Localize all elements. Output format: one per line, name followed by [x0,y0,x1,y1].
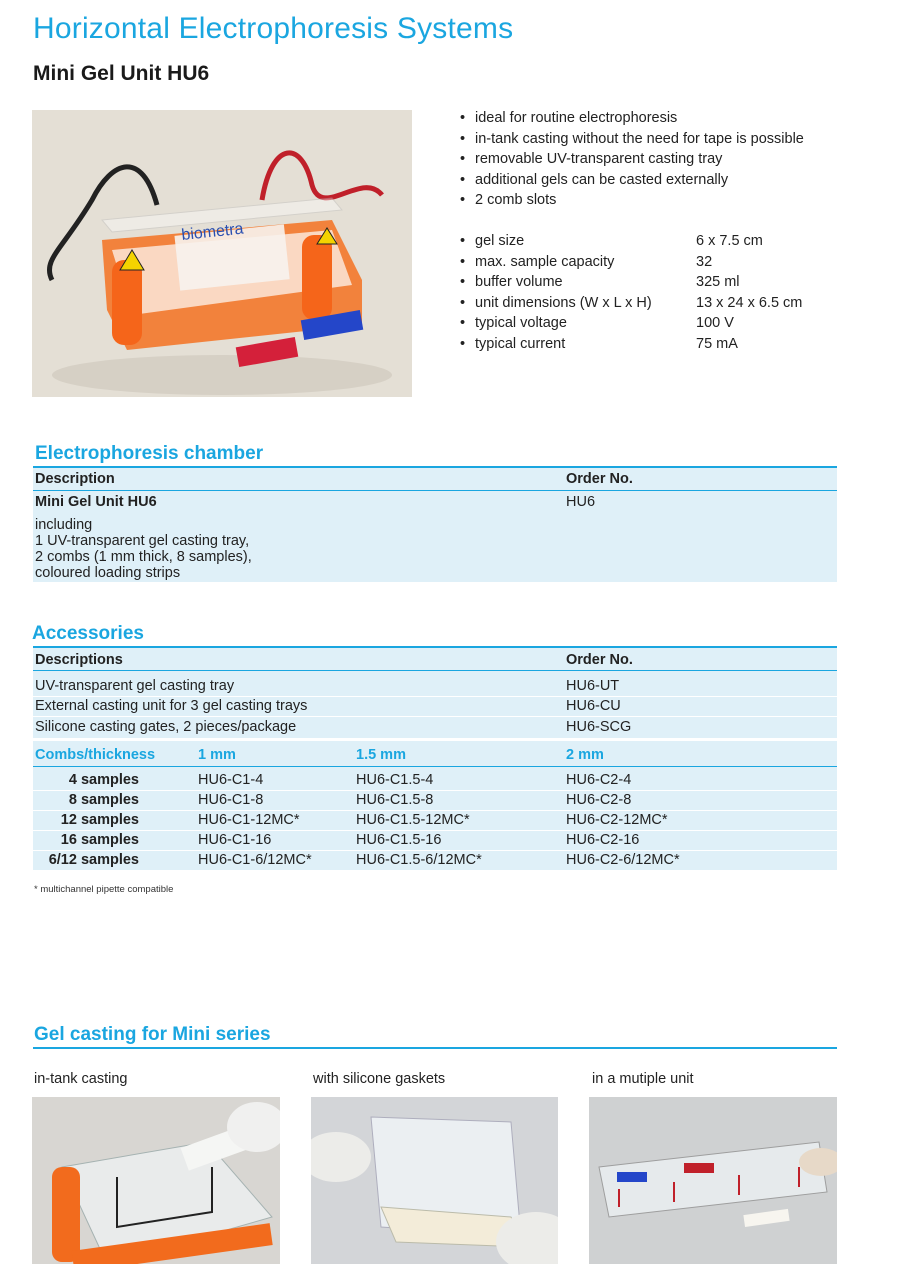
spec-label: buffer volume [475,274,563,290]
spec-label: gel size [475,233,525,249]
comb-order-1-5mm: HU6-C1.5-12MC* [356,812,470,828]
feature-item: • ideal for routine electrophoresis [460,108,880,129]
chamber-includes [35,517,252,581]
accessories-col-description: Descriptions [35,652,123,668]
row-divider [33,716,837,717]
combs-header-rule [33,766,837,767]
accessories-header-rule [33,670,837,671]
spec-value: 325 ml [696,274,740,290]
product-subtitle: Mini Gel Unit HU6 [33,62,210,85]
comb-order-2mm: HU6-C2-12MC* [566,812,668,828]
row-divider [33,810,837,811]
accessory-desc: External casting unit for 3 gel casting trays [35,698,308,714]
feature-item: • in-tank casting without the need for tape is possible [460,129,880,150]
comb-samples: 12 samples [60,812,139,828]
spec-item [460,293,880,314]
casting-section-title: Gel casting for Mini series [34,1024,271,1045]
comb-order-1mm: HU6-C1-8 [198,792,264,808]
accessory-order: HU6-SCG [566,719,632,735]
feature-item: • 2 comb slots [460,190,880,211]
silicone-gaskets-photo [311,1097,558,1264]
chamber-include-line: including [35,517,93,533]
combs-col-thickness: Combs/thickness [35,747,156,763]
feature-item: • additional gels can be casted externally [460,170,880,191]
spec-label: unit dimensions (W x L x H) [475,294,652,311]
spec-item [460,313,880,334]
spec-item [460,252,880,273]
spec-item [460,334,880,355]
comb-order-1mm: HU6-C1-4 [198,772,264,788]
casting-caption: with silicone gaskets [313,1071,446,1087]
comb-samples: 6/12 samples [48,852,139,868]
spec-list [460,231,880,354]
chamber-col-description: Description [35,471,115,487]
casting-caption: in a mutiple unit [592,1071,694,1087]
chamber-col-order: Order No. [566,471,633,487]
comb-order-2mm: HU6-C2-8 [566,792,632,808]
chamber-product-name: Mini Gel Unit HU6 [35,494,157,510]
comb-order-1-5mm: HU6-C1.5-4 [356,772,434,788]
row-divider [33,790,837,791]
casting-caption: in-tank casting [34,1071,128,1087]
comb-order-2mm: HU6-C2-4 [566,772,632,788]
chamber-include-line: 2 combs (1 mm thick, 8 samples), [35,549,252,565]
comb-samples: 16 samples [60,832,139,848]
feature-list [460,108,880,211]
spec-item [460,231,880,252]
comb-order-1-5mm: HU6-C1.5-8 [356,792,434,808]
spec-value: 75 mA [696,335,738,352]
row-divider [33,830,837,831]
multiple-unit-photo [589,1097,837,1264]
comb-order-1mm: HU6-C1-6/12MC* [198,852,312,868]
accessory-desc: Silicone casting gates, 2 pieces/package [35,719,297,735]
in-tank-casting-photo [32,1097,280,1264]
comb-order-1-5mm: HU6-C1.5-6/12MC* [356,852,482,868]
row-divider [33,850,837,851]
chamber-product-order: HU6 [566,494,596,510]
casting-title-rule [33,1047,837,1049]
spec-value: 100 V [696,315,734,331]
footnote: * multichannel pipette compatible [34,884,174,895]
page-title: Horizontal Electrophoresis Systems [33,12,514,45]
spec-label: typical current [475,335,566,352]
comb-samples: 4 samples [68,772,139,788]
accessories-section-title: Accessories [32,623,144,644]
comb-samples: 8 samples [68,792,139,808]
comb-order-1-5mm: HU6-C1.5-16 [356,832,442,848]
accessory-order: HU6-UT [566,678,620,694]
combs-col-1-5mm: 1.5 mm [356,747,406,763]
spec-label: typical voltage [475,315,567,331]
chamber-header-rule [33,490,837,491]
accessory-desc: UV-transparent gel casting tray [35,678,235,694]
svg-text:biometra: biometra [180,220,245,244]
feature-item: • removable UV-transparent casting tray [460,149,880,170]
accessory-order: HU6-CU [566,698,621,714]
chamber-include-line: 1 UV-transparent gel casting tray, [35,533,250,549]
row-divider [33,738,837,741]
spec-item [460,272,880,293]
accessories-col-order: Order No. [566,652,633,668]
spec-value: 6 x 7.5 cm [696,233,763,249]
spec-label: max. sample capacity [475,253,615,270]
comb-order-2mm: HU6-C2-6/12MC* [566,852,680,868]
comb-order-1mm: HU6-C1-12MC* [198,812,300,828]
spec-value: 32 [696,253,713,270]
row-divider [33,696,837,697]
chamber-include-line: coloured loading strips [35,565,181,581]
chamber-section-title: Electrophoresis chamber [35,443,264,464]
comb-order-2mm: HU6-C2-16 [566,832,640,848]
combs-col-2mm: 2 mm [566,747,604,763]
spec-value: 13 x 24 x 6.5 cm [696,294,803,311]
product-photo [32,110,412,397]
comb-order-1mm: HU6-C1-16 [198,832,272,848]
combs-col-1mm: 1 mm [198,747,236,763]
